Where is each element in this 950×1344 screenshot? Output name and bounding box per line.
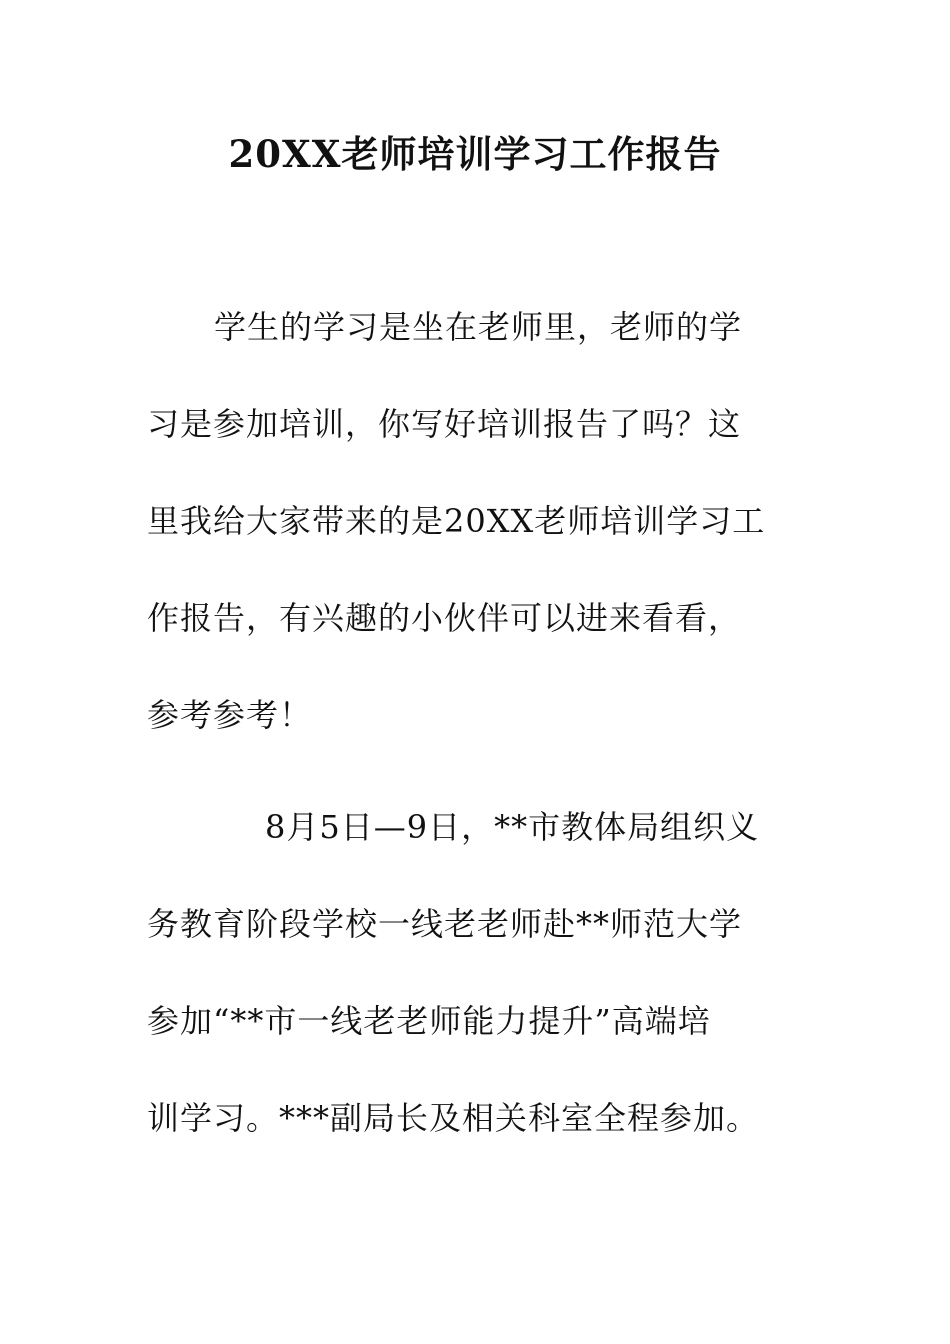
paragraph-1-line-2: 习是参加培训，你写好培训报告了吗？这 <box>147 405 742 443</box>
paragraph-2-line-3: 参加“**市一线老老师能力提升”高端培 <box>147 1002 711 1040</box>
paragraph-1-line-1: 学生的学习是坐在老师里，老师的学 <box>214 308 743 346</box>
paragraph-2-line-4: 训学习。***副局长及相关科室全程参加。 <box>147 1099 760 1137</box>
paragraph-1-line-5: 参考参考！ <box>147 696 313 734</box>
paragraph-2-line-1: 8月5日—9日，**市教体局组织义 <box>265 808 760 846</box>
paragraph-2-line-2: 务教育阶段学校一线老老师赴**师范大学 <box>147 905 743 943</box>
paragraph-1-line-4: 作报告，有兴趣的小伙伴可以进来看看， <box>147 599 742 637</box>
paragraph-1-line-3: 里我给大家带来的是20XX老师培训学习工 <box>147 502 766 540</box>
document-title: 20XX老师培训学习工作报告 <box>228 132 722 176</box>
